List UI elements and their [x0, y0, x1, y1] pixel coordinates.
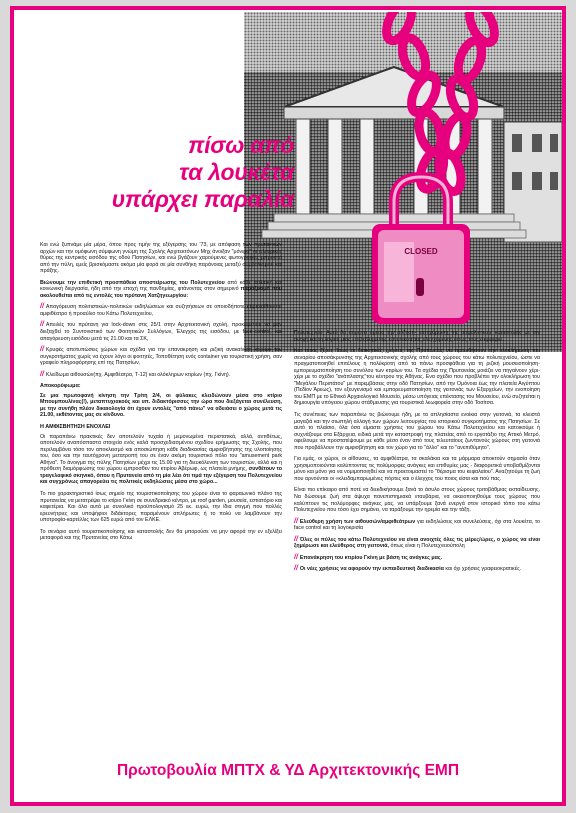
left-column: [40, 242, 282, 547]
headline: [54, 132, 294, 213]
slash-icon: //: [40, 346, 44, 354]
list-item: [40, 347, 282, 367]
plans-paragraph: Και ποιος ξέρει; Ίσως οι διοικητικές χρήσεις της Πρυτανείας να προωθήσουν την ολοκλήρωση του σεναρίου αποσάκρυνσης της Αρχιτεκτονικής σχολής από τους χώρους του κάτω πολυτεχνείου, ώστε να πραγματοποιηθεί επιτέλους η πολύκροτη από τα πάνω προσφάθεια για τη ριζική μουσειοποίηση-εμπορευματοποίηση του συνόλου των κτιρίων του. Τα σχέδια της Πρυτανείας μοιάζει να πηγαίνουν χέρι-χέρι με το σχέδιο "ανάπλασης"του κέντρου της Αθήνας. Ενα σχέδιο που προβλέπει την ολοκλήρωση του "Μεγάλου Περιπάτου" με παρεμβάσεις στην οδό Πατησίων, από την Ομόνοια έως την πλατεία Αιγύπτου (Πεδίον Άρεως), τον εξευγενισμό και εμπορευματοποίηση της γειτονιάς των Εξαρχείων, την ενοποίηση του ΕΜΠ με το Εθνικό Αρχαιολογικό Μουσείο, μέσω υπόγειας επέκτασης του Μουσείου, ενώ συζητείται η δημιουργία υπόγειου χώρου στάθμευσης για τουριστικά λεωφορεία στην οδό Τοσίτσα.: [294, 348, 540, 407]
slash-icon: //: [294, 553, 298, 561]
lock-text: CLOSED: [404, 247, 438, 256]
spaces-paragraph: Για εμάς, οι χώροι, οι αίθουσες, τα αμφιθέατρα, τα σκαλάκια και τα μάρμαρα αποκτούν σημασία όταν χρησιμοποιούνται καλύπτοντας τις πολύμορφες ανάγκες και επιθυμίες μας - διαφορετικά υποβαθμίζονται μόνο και μόνο για να νομιμοποιηθεί και να προετοιμαστεί το "θέρισμα του κεφαλαίου". Αναζητούμε τη ζωή που αρνούνται οι «κλειδαμπαρωμένες πόρτες και ο έλεγχος του ποιος είσαι και πού πας.: [294, 456, 540, 482]
section-heading: Η ΑΜΦΙΣΒΗΤΗΣΗ ΕΝΟΧΛΕΙ: [40, 424, 111, 431]
context-text: από κάθε πολιτική και κοινωνική διεργασία, ήδη από την εποχή της πανδημίας, φτάνοντας στον σημερινό: [40, 279, 283, 293]
list-item: [40, 304, 282, 317]
demand-bold: Όλες οι πύλες του κάτω Πολυτεχνείου να είναι ανοιχτές όλες τις μέρες/ώρες, ο χώρος να είναι ξημέρωσε και ελεύθερος στη γειτονιά,: [294, 536, 540, 550]
demand-item: [294, 555, 540, 562]
hypocrisy-bold: συνθέτουν το τραγελαφικό σκηνικό, όπου η Πρυτανεία από τη μία λέει ότι τιμά την εξέγερση του Πολυτεχνείου και συγχρόνως απαγορεύει τις πολιτικές εκδηλώσεις μέσα στο χώρο...: [40, 466, 282, 486]
poster: [10, 6, 566, 806]
demand-bold: Οι νέες χρήσεις να αφορούν την εκπαιδευτική διαδικασία: [299, 566, 444, 573]
demand-bold: Επανάκρηση του κτιρίου Γκίνη με βάση τις ανάγκες μας.: [299, 554, 443, 561]
headline-line: υπάρχει παραλία: [111, 186, 294, 212]
consequences-paragraph: Τις συνέπειες των παραπάνω τις βιώνουμε ήδη, με τα απλησίαστα ενοίκια στην γειτονιά, τα κλειστά μαγαζιά και την σιωπηλή αλλαγή των χώρων λειτουργίας του ιστορικού συγκροτήματος της Πατησίων. Σε αυτό το πλαίσιο, όλα όσα είμαστε χρήστες του χώρου του Κάτω Πολυτεχνείου και κατοικούμε ή συχνάζουμε στα Εξάρχεια, ειδικά μετά την καταστροφή της πλατείας από το εργοτάξιο της Αττικό Μετρό, οφείλουμε να προστατέψουμε με κάθε μέσο έναν από τους τελευταίους ζωντανούς χώρους στη γειτονιά που προβάλλουν την αμφισβήτηση και τον χώρο για το "άλλο" και το "ανεπιθύμητο".: [294, 412, 540, 451]
demand-text: για εκδηλώσεις και συνελεύσεις, όχι στα λουκέτα, το face control και τη λογοκρισία: [294, 518, 540, 532]
slash-icon: //: [294, 535, 298, 543]
slash-icon: //: [294, 517, 298, 525]
section-heading: Αποκορύφωμα:: [40, 383, 81, 390]
context-paragraph: [40, 280, 282, 300]
headline-line: τα λουκέτα: [179, 159, 294, 185]
slash-icon: //: [294, 565, 298, 573]
list-item-text: Κλείδωμα αιθουσών(πχ. Αμφιθέατρα, Τ-12) και ολόκληρων κτιρίων (πχ. Γκίνη).: [45, 371, 231, 378]
demand-bold: Ελεύθερη χρήση των αιθουσών/αμφιθεάτρων: [299, 518, 416, 525]
headline-line: πίσω από: [188, 132, 294, 158]
list-item-text: Κρυφές αποτυπώσεις χώρων και σχέδια για την επανακρηση και ριζική ανακαίνιση κτιρίων του συγκροτήματος χωρίς να έχουν λόγο οι φοιτητές, Τοποθέτηση ενός container για τουριστική χρήση, σαν γραφείο πληροφόρησης επί της Πατησίων,: [40, 347, 282, 367]
list-item-text: Απειλές του πρύτανη για lock-down στις 25/1 στην Αρχιτεκτονική σχολή, προκειμένου να μην διεξαχθεί το Συντονιστικό των Φοιτητικών Συλλόγων, Έλεγχος της εισόδου, με face-control, και απαγόρευση εισόδου μετά τις 21.00 και τα ΣΚ,: [40, 322, 282, 342]
scenario-paragraph: Το σενάριο αυτό τουριστικοποίησης και καταστολής δεν θα μπορούσε να μην αφορά την εν εξελίξει μεταφορά και της Πρυτανείας στο Κάτω: [40, 528, 282, 542]
hypocrisy-paragraph: [40, 434, 282, 486]
right-column: [294, 330, 540, 578]
footer-signature: Πρωτοβουλία ΜΠΤΧ & ΥΔ Αρχιτεκτονικής ΕΜΠ: [116, 762, 460, 779]
demand-item: [294, 519, 540, 532]
closure-paragraph: Σε μια πρωτοφανή κίνηση την Τρίτη 2/4, οι φύλακες κλειδώνουν μέσα στο κτίριο Μπουμπουλίνας(!), μεταπτυχιακούς και υπ. διδακτόρισσες την ώρα που διεξάγεται συνέλευση, με την συνήθη πλέον δικαιολογία ότι έχουν εντολές "από πάνω" να αδειάσει ο χώρος μετά τις 21.00, εκθέτοντας μας σε κίνδυνο.: [40, 392, 282, 419]
slash-icon: //: [40, 370, 44, 378]
context-bold: Βιώνουμε την επιθετική προσπάθεια αποστείρωσης του Πολυτεχνείου: [40, 279, 225, 286]
list-item-text: Απαγόρευση πολιτιστικών-πολιτικών εκδηλώσεων και συζητήσεων σε οποιοδήποτε κτίριο/αίθουσα/αμφιθέατρο ή προαύλιο του Κάτω Πολυτεχνείου,: [40, 304, 282, 317]
context-bold-2: παροξυσμό που ακολουθείται από τις εντολές του πρύτανη Χατζηγεωργίου:: [40, 286, 282, 299]
demand-text: και όχι χρήσεις γραφειοκρατικές.: [445, 566, 522, 573]
continuation-paragraph: Πολυτεχνείο. Αυτό θα σημάνει άμεσα την αύξηση- κατοχύρωση της ασφαλιστικής καταστολής με την ανοχή και τη λογική μιας επιβεβλημένης κανονικότητας ελεγχόμενης όπως τους συμφέρει.: [294, 330, 540, 343]
slash-icon: //: [40, 321, 44, 329]
intro-paragraph: Και ενώ ξυπνάμε μία μέρα, όπου προς τιμήν της εξέγερσης του '73, με απόφαση των πρυτανικών αρχών και την ομόφωνη σύμφωνη γνώμη της Σχολής Αρχιτεκτόνων Μηχ άνοιξαν "μόνιμα" οι πλευρικές θύρες της κεντρικής εισόδου της οδού Πατησίων, και ενώ βγάζουν χαρούμενες φωτογραφίες μπροστά από την πύλη, εμείς βρισκόμαστε ακόμα μία φορά σε μία συνθήκη παράνοιας μεταξύ συμβολισμού και πράξης.: [40, 242, 282, 275]
call-paragraph: Είναι πιο επίκαιρο από ποτέ να διεκδικήσουμε ξανά το άσυλο στους χώρους τριτοβάθμιας εκπαίδευσης. Να δώσουμε ζωή στα άψυχα πανεπιστημιακά νταυβάρια, να οικειοποιηθούμε τους χώρους που καλύπτουν τις πολύμορφες ανάγκες μας, να υπάρξουμε ξανά ενεργά στον ιστορικό τόπο του κάτω Πολυτεχνείου που τόσο έχει σημάνει, να ταράξουμε την ηρεμία και την τάξη.: [294, 487, 540, 514]
demand-item: [294, 537, 540, 550]
hypocrisy-text: Οι παραπάνω πρακτικές δεν αποτελούν τυχαία ή μεμονωμένα περιστατικά, αλλά, αντιθέτως, αποτελούν αναπόσπαστα στοιχεία ενός καλά προσχεδιασμένου σχεδίου ερήμωσης της Σχολής, που περιλαμβάνει τόσο τον αποκλεισμό και αποσιώπηση κάθε διαδικασίας αμφισβήτησης της υλοποίησης του, όσο και την ταυτόχρονη μετατροπή του σε έναν ακόμη τουριστικό πόλο του "amusement park Αθήνα". Το άνοιγμα της πύλης Πατησίων μέχρι τις 15.00 για τη διευκόλυνση των τουριστών, αλλά και η πρόθεση διαμόρφωσης του χώρου εμπροσθεν του κτιρίου Αβέρωφ, ως πλατεία μνήμης,: [40, 433, 282, 473]
demand-text: όπως είναι η Πολυτεχνειούπολη: [390, 543, 465, 550]
list-item: [40, 372, 282, 379]
slash-icon: //: [40, 303, 44, 311]
demand-item: [294, 566, 540, 573]
tourism-paragraph: Το πιο χαρακτηριστικό ίσως σημείο της τουριστικοποίησης του χώρου είναι το φαραωνικό πλάνο της πρυτανείας να μετατρέψει το κτίριο Γκίνη σε συνεδριακό κέντρο, με roof garden, μουσεία, εστιατόριο και καφετέρια. Και όλα αυτά με συνολικό προϋπολογισμό 25 εκ. ευρώ, την ίδια στιγμή που πολλές ερευνήτριες και υποψήφιοι διδάκτορες παραμένουν απλήρωτες ή το πολύ να λαμβάνουν την υποτροφία-καρτέλλις των 625 ευρώ από τον ΕΛΚΕ.: [40, 490, 282, 524]
list-item: [40, 322, 282, 342]
